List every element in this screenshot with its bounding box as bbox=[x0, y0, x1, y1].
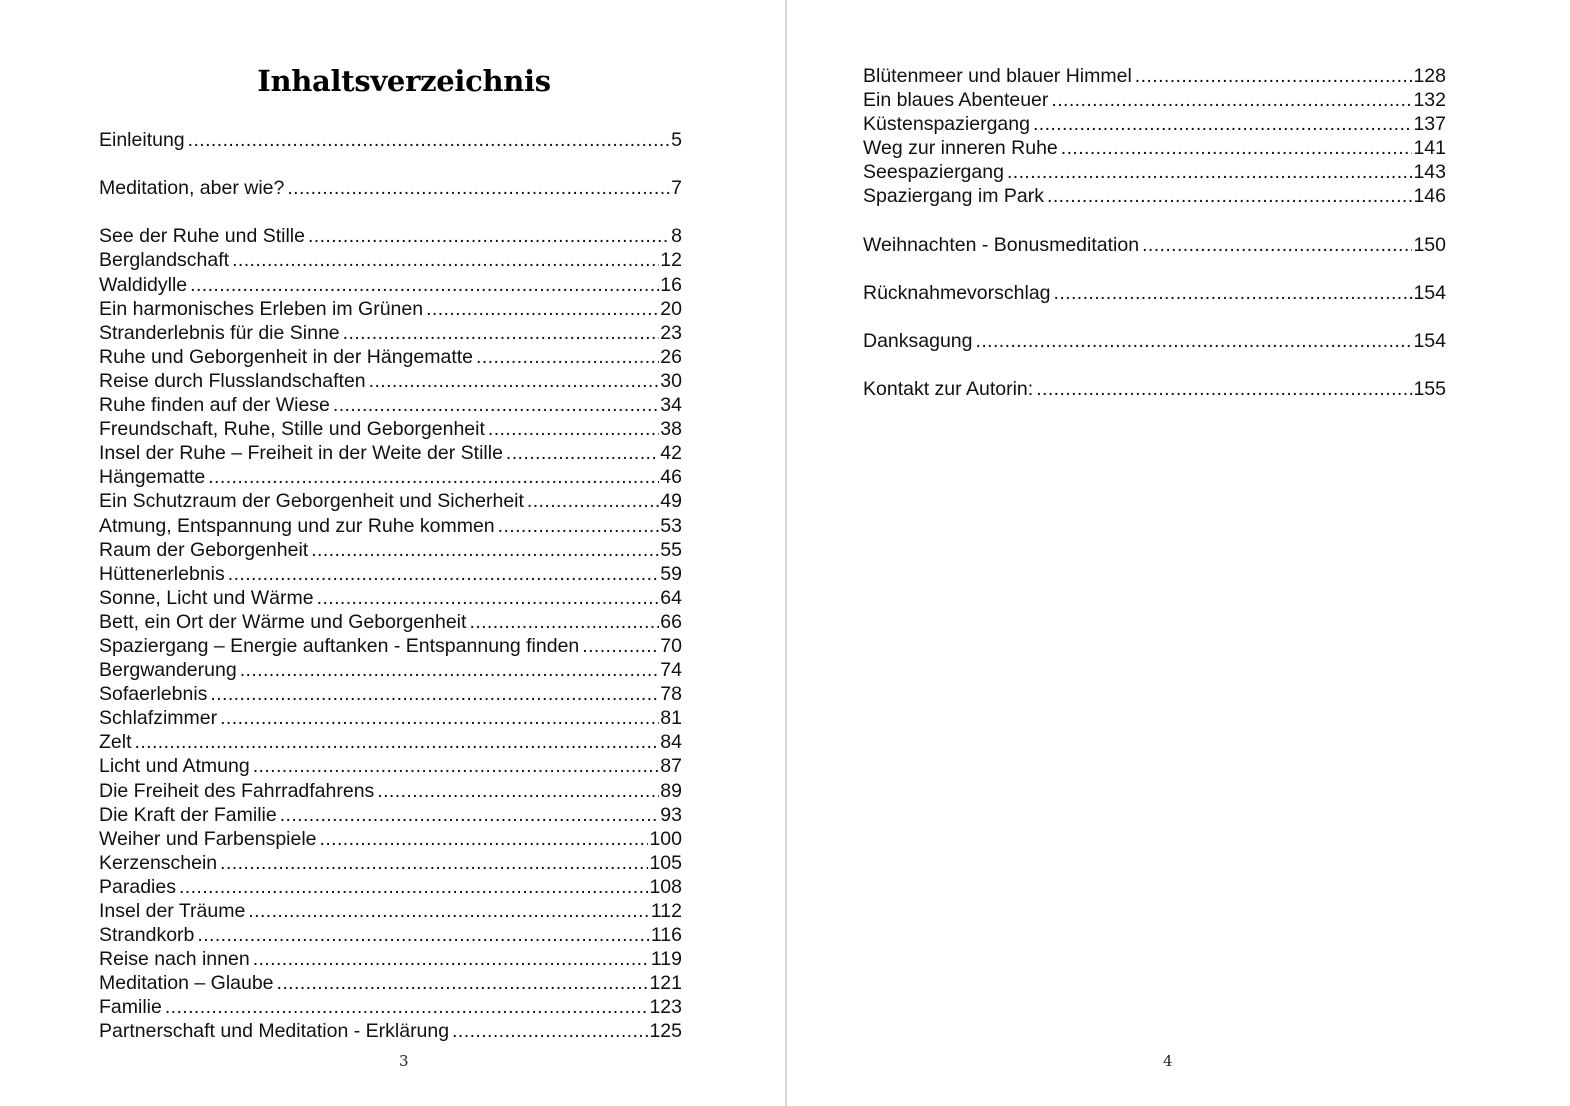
toc-entry-page-number: 70 bbox=[660, 634, 682, 657]
toc-entry-page-number: 7 bbox=[671, 177, 682, 200]
toc-entry-page-number: 154 bbox=[1413, 281, 1446, 304]
toc-entry-label: Blütenmeer und blauer Himmel bbox=[863, 65, 1132, 87]
toc-entry-label: Meditation – Glaube bbox=[99, 972, 274, 995]
toc-entry-label: Waldidylle bbox=[99, 273, 188, 296]
dot-leader bbox=[208, 465, 659, 489]
dot-leader bbox=[253, 947, 650, 971]
dot-leader bbox=[240, 658, 660, 682]
toc-entry[interactable] bbox=[99, 754, 682, 778]
toc-entry-label: Strandkorb bbox=[99, 924, 195, 947]
toc-entry[interactable] bbox=[99, 489, 682, 513]
toc-entry-page-number: 59 bbox=[660, 562, 682, 585]
toc-entry[interactable] bbox=[99, 827, 682, 851]
toc-entry[interactable] bbox=[99, 851, 682, 875]
toc-entry-label: Spaziergang im Park bbox=[863, 185, 1045, 208]
dot-leader bbox=[488, 417, 659, 441]
toc-entry-page-number: 26 bbox=[660, 345, 682, 368]
toc-entry-page-number: 143 bbox=[1413, 161, 1446, 184]
toc-entry[interactable] bbox=[863, 329, 1446, 353]
toc-entry-page-number: 74 bbox=[660, 659, 682, 682]
toc-entry-page-number: 105 bbox=[649, 851, 682, 874]
toc-list-left bbox=[99, 128, 682, 1044]
toc-entry-label: Rücknahmevorschlag bbox=[863, 281, 1051, 304]
toc-entry[interactable] bbox=[99, 971, 682, 995]
toc-entry[interactable] bbox=[99, 297, 682, 321]
dot-leader bbox=[377, 779, 659, 803]
toc-entry-page-number: 84 bbox=[660, 731, 682, 754]
toc-entry-page-number: 66 bbox=[660, 610, 682, 633]
dot-leader bbox=[232, 248, 659, 272]
toc-entry-label: Raum der Geborgenheit bbox=[99, 538, 309, 561]
dot-leader bbox=[228, 562, 660, 586]
toc-entry-label: Weiher und Farbenspiele bbox=[99, 827, 317, 850]
toc-entry[interactable] bbox=[863, 160, 1446, 184]
dot-leader bbox=[1036, 377, 1412, 401]
toc-entry[interactable] bbox=[99, 128, 682, 152]
dot-leader bbox=[1007, 160, 1413, 184]
toc-entry[interactable] bbox=[99, 514, 682, 538]
toc-entry-page-number: 141 bbox=[1413, 137, 1446, 160]
toc-entry[interactable] bbox=[99, 393, 682, 417]
toc-entry[interactable] bbox=[99, 610, 682, 634]
toc-entry-label: Hängematte bbox=[99, 466, 206, 489]
dot-leader bbox=[1033, 112, 1413, 136]
dot-leader bbox=[582, 634, 659, 658]
toc-entry-page-number: 49 bbox=[660, 490, 682, 513]
toc-entry-label: Einleitung bbox=[99, 129, 185, 151]
toc-entry[interactable] bbox=[99, 273, 682, 297]
toc-entry-page-number: 5 bbox=[671, 129, 682, 151]
dot-leader bbox=[165, 995, 649, 1019]
toc-entry-label: Sofaerlebnis bbox=[99, 683, 208, 706]
page-number-right: 4 bbox=[1163, 1052, 1173, 1070]
toc-entry-page-number: 108 bbox=[649, 875, 682, 898]
toc-entry-label: Zelt bbox=[99, 731, 132, 754]
dot-leader bbox=[1054, 281, 1413, 305]
toc-entry-label: Kontakt zur Autorin: bbox=[863, 378, 1034, 401]
toc-entry[interactable] bbox=[99, 417, 682, 441]
toc-entry[interactable] bbox=[99, 586, 682, 610]
toc-entry[interactable] bbox=[99, 634, 682, 658]
toc-entry[interactable] bbox=[99, 345, 682, 369]
toc-entry-label: Ein blaues Abenteuer bbox=[863, 89, 1049, 112]
toc-entry-label: Ruhe finden auf der Wiese bbox=[99, 394, 330, 417]
toc-entry-page-number: 121 bbox=[649, 972, 682, 995]
page-number-left: 3 bbox=[399, 1052, 409, 1070]
dot-leader bbox=[1047, 184, 1412, 208]
toc-entry-page-number: 81 bbox=[660, 707, 682, 730]
toc-entry-page-number: 34 bbox=[660, 394, 682, 417]
toc-entry-page-number: 132 bbox=[1413, 89, 1446, 112]
dot-leader bbox=[498, 514, 660, 538]
toc-entry[interactable] bbox=[99, 465, 682, 489]
toc-entry[interactable] bbox=[99, 321, 682, 345]
dot-leader bbox=[220, 851, 648, 875]
dot-leader bbox=[1135, 64, 1413, 88]
dot-leader bbox=[308, 224, 670, 248]
dot-leader bbox=[287, 176, 670, 200]
toc-entry-page-number: 23 bbox=[660, 321, 682, 344]
toc-title: Inhaltsverzeichnis bbox=[257, 64, 551, 98]
toc-entry-label: Insel der Ruhe – Freiheit in der Weite der Stille bbox=[99, 442, 503, 465]
toc-entry-label: Die Kraft der Familie bbox=[99, 803, 277, 826]
toc-entry-label: Freundschaft, Ruhe, Stille und Geborgenheit bbox=[99, 418, 485, 441]
dot-leader bbox=[369, 369, 660, 393]
dot-leader bbox=[320, 827, 649, 851]
toc-entry[interactable] bbox=[99, 947, 682, 971]
toc-list-right bbox=[863, 64, 1446, 401]
toc-entry-page-number: 53 bbox=[660, 514, 682, 537]
toc-entry-label: Die Freiheit des Fahrradfahrens bbox=[99, 779, 375, 802]
toc-entry[interactable] bbox=[99, 995, 682, 1019]
toc-entry-page-number: 46 bbox=[660, 466, 682, 489]
dot-leader bbox=[452, 1019, 648, 1043]
dot-leader bbox=[506, 441, 659, 465]
dot-leader bbox=[179, 875, 648, 899]
toc-entry[interactable] bbox=[99, 706, 682, 730]
dot-leader bbox=[343, 321, 660, 345]
dot-leader bbox=[527, 489, 659, 513]
toc-entry-label: Ein harmonisches Erleben im Grünen bbox=[99, 297, 424, 320]
toc-entry-label: Küstenspaziergang bbox=[863, 113, 1030, 136]
dot-leader bbox=[476, 345, 659, 369]
dot-leader bbox=[135, 730, 660, 754]
toc-entry-page-number: 112 bbox=[650, 900, 682, 922]
toc-entry-label: Ein Schutzraum der Geborgenheit und Sicherheit bbox=[99, 490, 524, 513]
dot-leader bbox=[190, 273, 659, 297]
dot-leader bbox=[220, 706, 659, 730]
toc-entry[interactable] bbox=[863, 112, 1446, 136]
toc-entry[interactable] bbox=[99, 779, 682, 803]
dot-leader bbox=[253, 754, 660, 778]
toc-entry-page-number: 89 bbox=[660, 779, 682, 802]
toc-entry[interactable] bbox=[99, 562, 682, 586]
toc-entry[interactable] bbox=[863, 377, 1446, 401]
dot-leader bbox=[197, 923, 650, 947]
dot-leader bbox=[976, 329, 1413, 353]
toc-entry-page-number: 55 bbox=[660, 538, 682, 561]
dot-leader bbox=[1061, 136, 1413, 160]
toc-entry[interactable] bbox=[99, 538, 682, 562]
toc-entry-label: Familie bbox=[99, 996, 162, 1019]
dot-leader bbox=[469, 610, 659, 634]
toc-entry-label: Meditation, aber wie? bbox=[99, 177, 285, 200]
toc-entry-page-number: 87 bbox=[660, 755, 682, 778]
toc-entry-page-number: 137 bbox=[1413, 113, 1446, 136]
toc-entry-label: Seespaziergang bbox=[863, 161, 1004, 184]
dot-leader bbox=[210, 682, 659, 706]
dot-leader bbox=[248, 899, 650, 923]
toc-entry-page-number: 20 bbox=[660, 297, 682, 320]
toc-entry-page-number: 12 bbox=[660, 249, 682, 272]
toc-entry-label: Weg zur inneren Ruhe bbox=[863, 137, 1058, 160]
toc-entry-label: Insel der Träume bbox=[99, 900, 246, 922]
toc-entry-label: Paradies bbox=[99, 875, 176, 898]
toc-entry[interactable] bbox=[863, 64, 1446, 88]
toc-entry-page-number: 119 bbox=[650, 948, 682, 971]
toc-entry-page-number: 116 bbox=[650, 924, 682, 947]
toc-entry[interactable] bbox=[863, 184, 1446, 208]
toc-entry[interactable] bbox=[99, 369, 682, 393]
toc-entry-label: Partnerschaft und Meditation - Erklärung bbox=[99, 1020, 450, 1043]
toc-entry-label: Berglandschaft bbox=[99, 249, 230, 272]
toc-entry-page-number: 30 bbox=[660, 369, 682, 392]
toc-entry[interactable] bbox=[863, 88, 1446, 112]
toc-entry-label: Sonne, Licht und Wärme bbox=[99, 586, 314, 609]
toc-entry-label: Bett, ein Ort der Wärme und Geborgenheit bbox=[99, 610, 467, 633]
toc-entry[interactable] bbox=[99, 923, 682, 947]
toc-entry[interactable] bbox=[99, 176, 682, 200]
toc-entry[interactable] bbox=[99, 899, 682, 923]
toc-entry-page-number: 16 bbox=[660, 273, 682, 296]
toc-entry-page-number: 150 bbox=[1413, 233, 1446, 256]
dot-leader bbox=[277, 971, 649, 995]
toc-entry[interactable] bbox=[863, 281, 1446, 305]
right-page bbox=[787, 0, 1570, 1106]
toc-entry[interactable] bbox=[99, 803, 682, 827]
dot-leader bbox=[1051, 88, 1412, 112]
toc-entry-label: Bergwanderung bbox=[99, 659, 237, 682]
toc-entry-page-number: 100 bbox=[649, 827, 682, 850]
toc-entry-label: Reise nach innen bbox=[99, 948, 250, 971]
toc-entry-page-number: 42 bbox=[660, 442, 682, 465]
toc-entry-label: Danksagung bbox=[863, 330, 973, 353]
toc-entry-label: Hüttenerlebnis bbox=[99, 562, 225, 585]
toc-entry[interactable] bbox=[863, 136, 1446, 160]
toc-entry[interactable] bbox=[863, 233, 1446, 257]
toc-entry[interactable] bbox=[99, 441, 682, 465]
toc-entry[interactable] bbox=[99, 875, 682, 899]
toc-entry-label: Kerzenschein bbox=[99, 851, 218, 874]
dot-leader bbox=[317, 586, 660, 610]
dot-leader bbox=[333, 393, 659, 417]
toc-entry-label: Schlafzimmer bbox=[99, 707, 218, 730]
toc-entry-label: Ruhe und Geborgenheit in der Hängematte bbox=[99, 345, 474, 368]
toc-entry-page-number: 78 bbox=[660, 683, 682, 706]
toc-entry-label: Stranderlebnis für die Sinne bbox=[99, 321, 340, 344]
dot-leader bbox=[1142, 233, 1412, 257]
toc-entry-label: Reise durch Flusslandschaften bbox=[99, 369, 366, 392]
toc-entry-label: Weihnachten - Bonusmeditation bbox=[863, 233, 1140, 256]
toc-entry-page-number: 38 bbox=[660, 418, 682, 441]
toc-entry-label: Licht und Atmung bbox=[99, 755, 250, 778]
dot-leader bbox=[280, 803, 660, 827]
toc-entry-page-number: 125 bbox=[649, 1020, 682, 1043]
toc-entry[interactable] bbox=[99, 658, 682, 682]
toc-entry-label: See der Ruhe und Stille bbox=[99, 225, 305, 248]
toc-entry-page-number: 64 bbox=[660, 586, 682, 609]
dot-leader bbox=[311, 538, 659, 562]
toc-entry[interactable] bbox=[99, 682, 682, 706]
dot-leader bbox=[426, 297, 659, 321]
toc-entry[interactable] bbox=[99, 248, 682, 272]
toc-entry-label: Spaziergang – Energie auftanken - Entspannung finden bbox=[99, 634, 580, 657]
toc-entry-page-number: 155 bbox=[1413, 378, 1446, 401]
toc-entry-page-number: 146 bbox=[1413, 185, 1446, 208]
toc-entry[interactable] bbox=[99, 224, 682, 248]
toc-entry-page-number: 8 bbox=[671, 225, 682, 248]
toc-entry-page-number: 123 bbox=[649, 996, 682, 1019]
toc-entry-page-number: 128 bbox=[1413, 65, 1446, 87]
toc-entry-label: Atmung, Entspannung und zur Ruhe kommen bbox=[99, 514, 495, 537]
dot-leader bbox=[188, 128, 670, 152]
toc-entry-page-number: 93 bbox=[660, 803, 682, 826]
toc-entry[interactable] bbox=[99, 730, 682, 754]
toc-entry[interactable] bbox=[99, 1019, 682, 1043]
toc-entry-page-number: 154 bbox=[1413, 330, 1446, 353]
